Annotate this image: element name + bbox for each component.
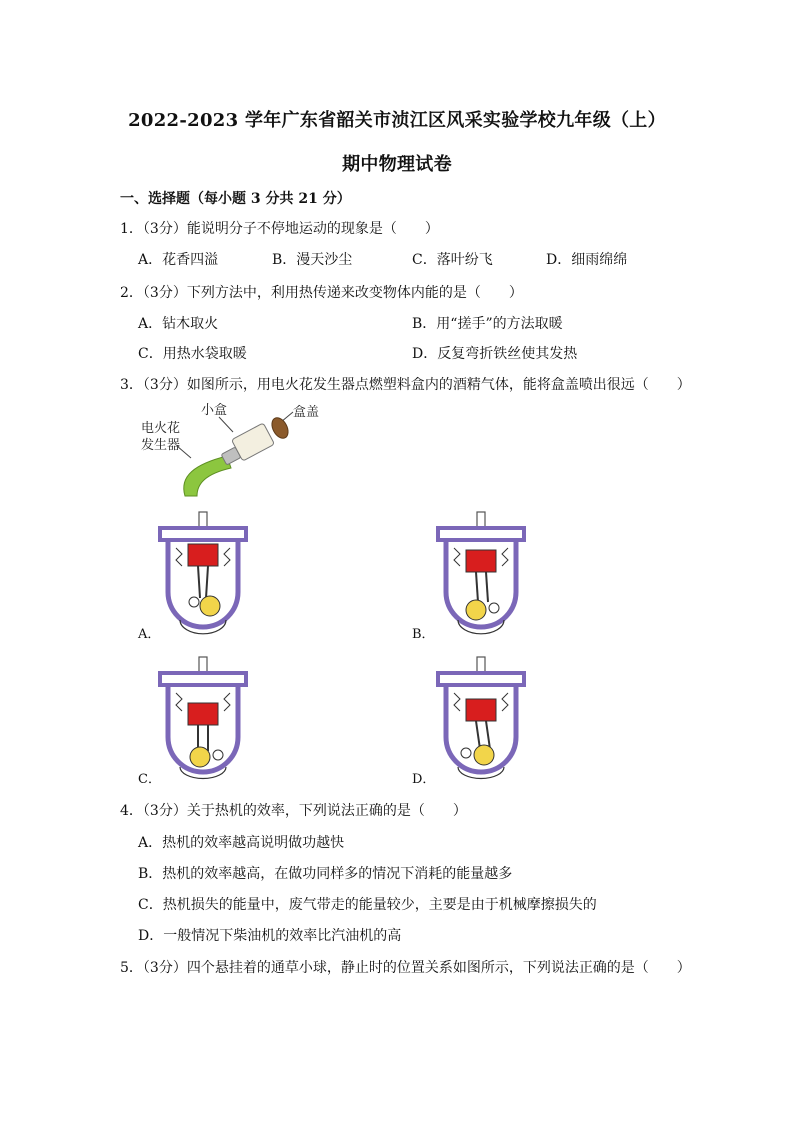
question-3-option-d[interactable]: D．	[412, 772, 436, 787]
question-1-option-c[interactable]: C．落叶纷飞	[412, 252, 493, 268]
question-3-stem: 3．（3分）如图所示，用电火花发生器点燃塑料盒内的酒精气体，能将盒盖喷出很远（ ）	[120, 377, 691, 393]
question-3-option-a[interactable]: A．	[138, 627, 161, 642]
label-small-box: 小盒	[201, 403, 228, 418]
question-4-option-a[interactable]: A．热机的效率越高说明做功越快	[138, 835, 345, 851]
section-heading: 一、选择题（每小题 3 分共 21 分）	[120, 191, 351, 207]
question-2-option-a[interactable]: A．钻木取火	[138, 316, 219, 332]
question-2-option-c[interactable]: C．用热水袋取暖	[138, 346, 247, 362]
question-1-option-b[interactable]: B．漫天沙尘	[272, 252, 353, 268]
exam-title-line2: 期中物理试卷	[342, 154, 452, 175]
engine-diagram-a	[158, 510, 248, 635]
question-4-option-c[interactable]: C．热机损失的能量中，废气带走的能量较少，主要是由于机械摩擦损失的	[138, 897, 597, 913]
engine-diagram-b	[436, 510, 526, 635]
question-3-option-c[interactable]: C．	[138, 772, 161, 787]
engine-diagram-d	[436, 655, 526, 780]
label-lid: 盒盖	[293, 405, 320, 420]
question-3-option-b[interactable]: B．	[412, 627, 435, 642]
question-4-option-d[interactable]: D．一般情况下柴油机的效率比汽油机的高	[138, 928, 402, 944]
question-1-option-a[interactable]: A．花香四溢	[138, 252, 219, 268]
engine-diagram-c	[158, 655, 248, 780]
question-2-option-b[interactable]: B．用“搓手”的方法取暖	[412, 316, 563, 332]
question-4-stem: 4．（3分）关于热机的效率，下列说法正确的是（ ）	[120, 803, 467, 819]
exam-title-line1: 2022-2023 学年广东省韶关市浈江区风采实验学校九年级（上）	[128, 110, 666, 131]
label-generator-line2: 发生器	[141, 438, 181, 453]
question-2-stem: 2．（3分）下列方法中，利用热传递来改变物体内能的是（ ）	[120, 285, 523, 301]
question-5-stem: 5．（3分）四个悬挂着的通草小球，静止时的位置关系如图所示，下列说法正确的是（ ）	[120, 960, 691, 976]
question-4-option-b[interactable]: B．热机的效率越高，在做功同样多的情况下消耗的能量越多	[138, 866, 513, 882]
label-generator-line1: 电火花	[141, 421, 181, 436]
lid-shape	[269, 415, 292, 441]
question-1-stem: 1．（3分）能说明分子不停地运动的现象是（ ）	[120, 221, 439, 237]
generator-tube	[184, 456, 231, 496]
question-1-option-d[interactable]: D．细雨绵绵	[546, 252, 628, 268]
spark-generator-figure	[135, 398, 335, 498]
question-2-option-d[interactable]: D．反复弯折铁丝使其发热	[412, 346, 578, 362]
